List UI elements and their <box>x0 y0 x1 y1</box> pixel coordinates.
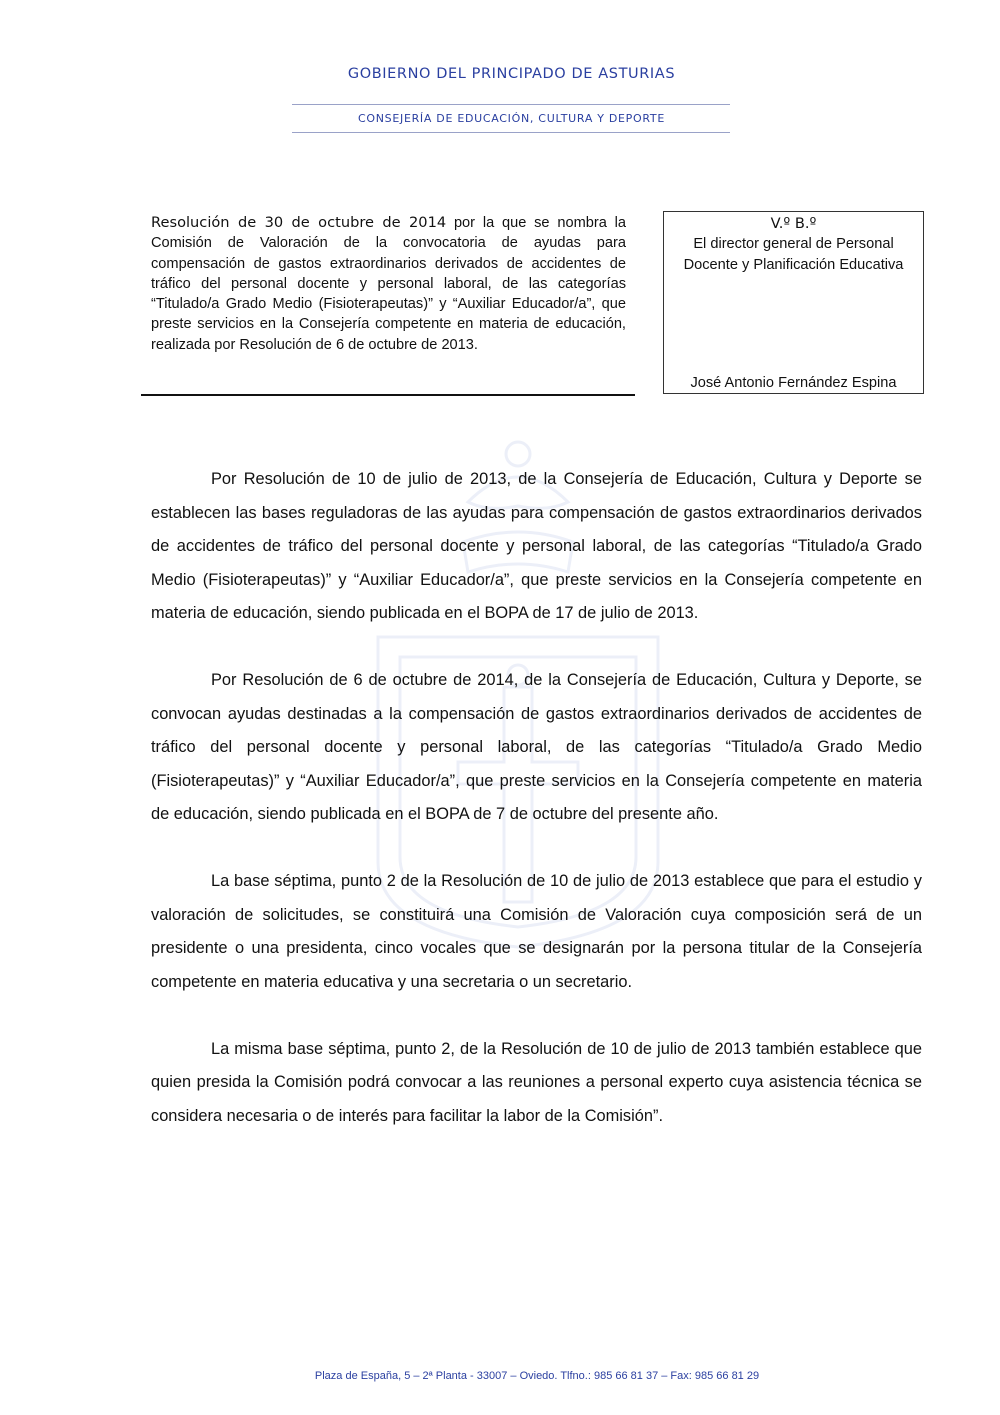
summary-underline <box>141 394 635 396</box>
body-paragraph: Por Resolución de 10 de julio de 2013, de la Consejería de Educación, Cultura y Deporte se establecen las bases reguladoras de las ayudas para compensación de gastos extraordinarios derivados de accidentes de tráfico del personal docente y personal laboral, de las categorías “Titulado/a Grado Medio (Fisioterapeutas)” y “Auxiliar Educador/a”, que preste servicios en la Consejería competente en materia de educación, siendo publicada en el BOPA de 17 de julio de 2013. <box>151 470 922 622</box>
resolution-summary <box>151 213 626 355</box>
footer-address: Plaza de España, 5 – 2ª Planta - 33007 – Oviedo. Tlfno.: 985 66 81 37 – Fax: 985 66 81 29 <box>314 1370 760 1382</box>
body-paragraph: La misma base séptima, punto 2, de la Resolución de 10 de julio de 2013 también establece que quien presida la Comisión podrá convocar a las reuniones a personal experto cuya asistencia técnica se considera necesaria o de interés para facilitar la labor de la Comisión”. <box>151 1039 922 1125</box>
approval-vb: V.º B.º <box>770 215 817 232</box>
body-text <box>151 463 922 1167</box>
body-paragraph: La base séptima, punto 2 de la Resolución de 10 de julio de 2013 establece que para el estudio y valoración de solicitudes, se constituirá una Comisión de Valoración cuya composición será de un presidente o una presidenta, cinco vocales que se designarán por la persona titular de la Consejería competente en materia educativa y una secretaria o un secretario. <box>151 872 922 991</box>
government-header: GOBIERNO DEL PRINCIPADO DE ASTURIAS <box>347 66 676 82</box>
approver-role: El director general de Personal Docente y Planificación Educativa <box>683 236 904 273</box>
resolution-summary-lead: Resolución de 30 de octubre de 2014 <box>151 214 447 231</box>
approver-name: José Antonio Fernández Espina <box>690 374 897 391</box>
body-paragraph: Por Resolución de 6 de octubre de 2014, de la Consejería de Educación, Cultura y Deporte, se convocan ayudas destinadas a la compensación de gastos extraordinarios derivados de accidentes de tráfico del personal docente y personal laboral, de las categorías “Titulado/a Grado Medio (Fisioterapeutas)” y “Auxiliar Educador/a”, que preste servicios en la Consejería competente en materia de educación, siendo publicada en el BOPA de 7 de octubre del presente año. <box>151 671 922 823</box>
header-bottom-rule <box>292 132 730 133</box>
department-header: CONSEJERÍA DE EDUCACIÓN, CULTURA Y DEPORTE <box>358 112 665 125</box>
header-top-rule <box>292 104 730 105</box>
resolution-summary-text: por la que se nombra la Comisión de Valoración de la convocatoria de ayudas para compensación de gastos extraordinarios derivados de accidentes de tráfico del personal docente y personal laboral, de las categorías “Titulado/a Grado Medio (Fisioterapeutas)” y “Auxiliar Educador/a”, que preste servicios en la Consejería competente en materia de educación, realizada por Resolución de 6 de octubre de 2013. <box>151 215 626 353</box>
approval-box <box>663 211 924 394</box>
